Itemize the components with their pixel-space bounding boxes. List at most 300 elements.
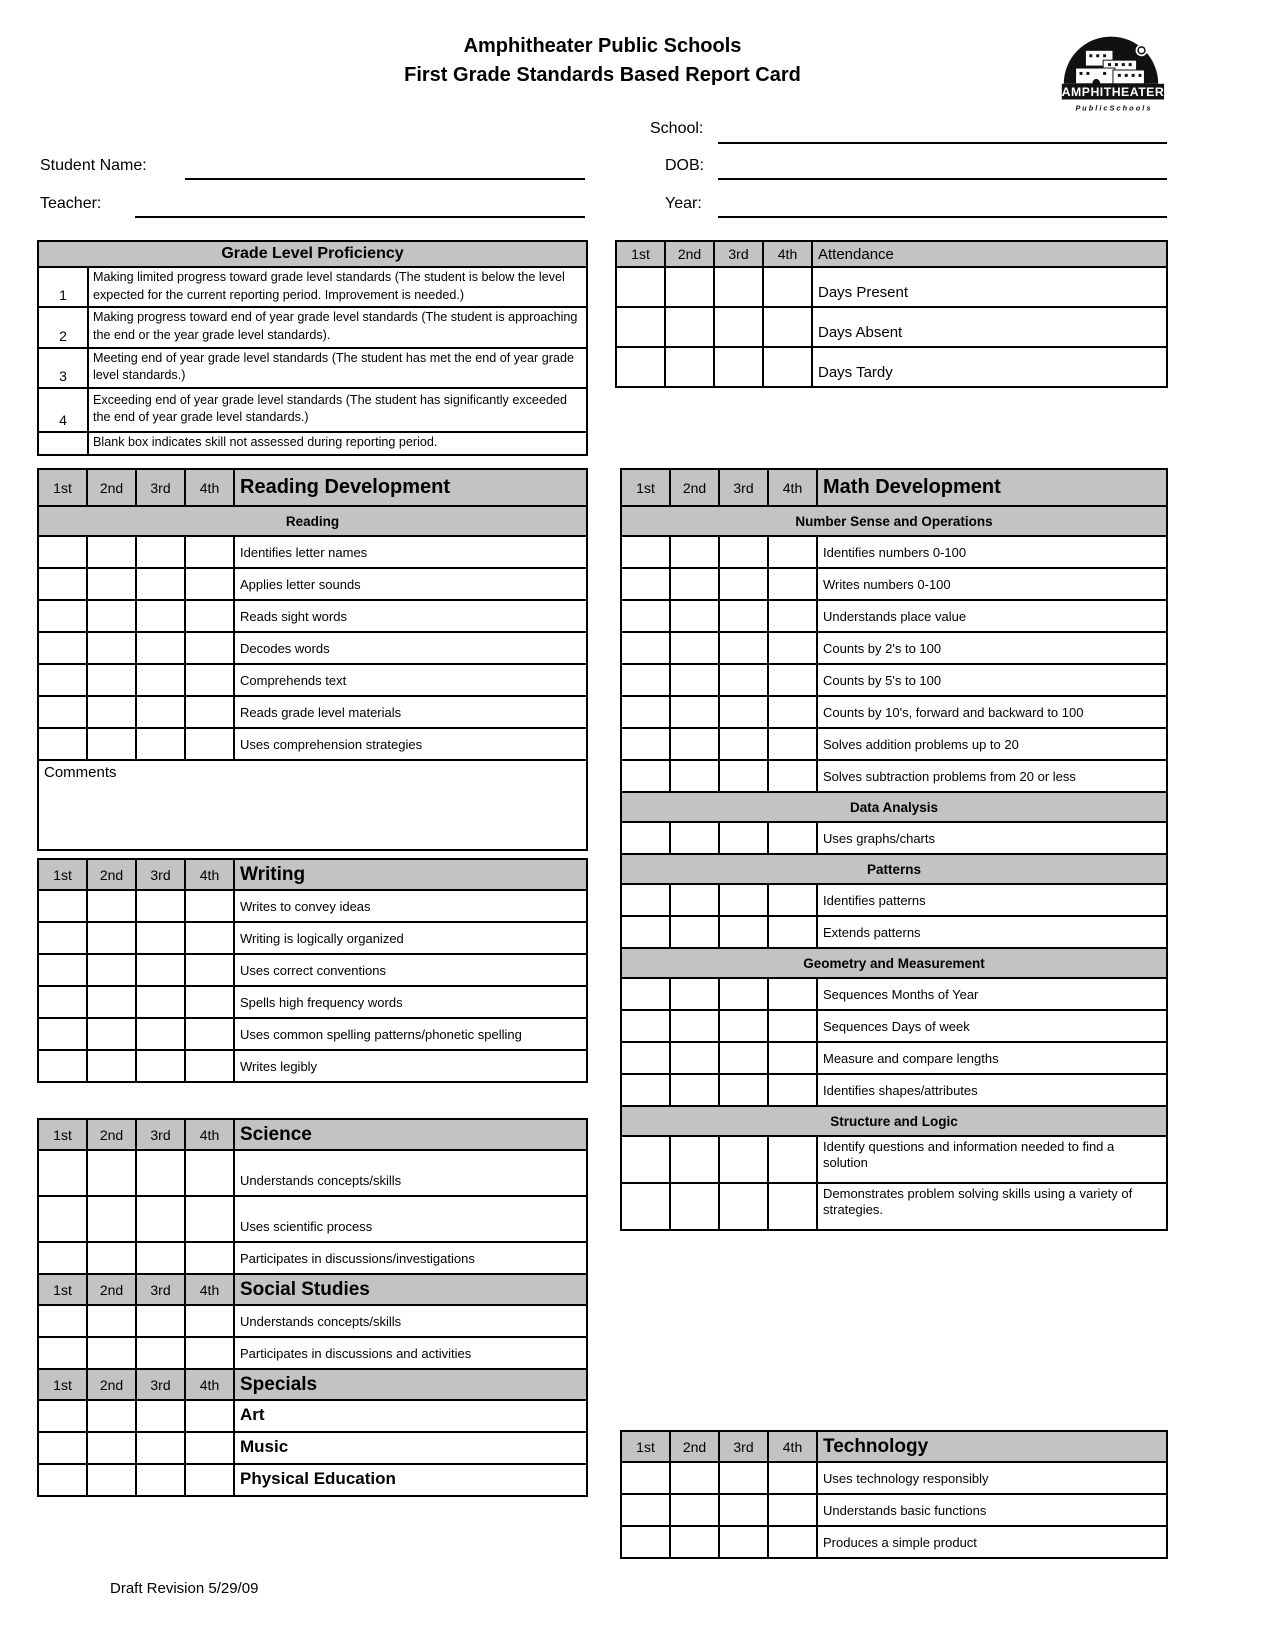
score-cell-2nd[interactable] (87, 632, 136, 664)
section-title: Social Studies (234, 1274, 587, 1305)
score-cell-3rd[interactable] (136, 1150, 185, 1196)
skill-row (621, 1074, 1167, 1106)
score-cell-3rd[interactable] (136, 1337, 185, 1369)
score-cell-3rd[interactable] (719, 1462, 768, 1494)
score-cell-4th[interactable] (768, 1494, 817, 1526)
proficiency-level: 2 (38, 307, 88, 347)
comments-box[interactable]: Comments (38, 760, 587, 850)
proficiency-header-row (38, 241, 587, 267)
score-cell-2nd[interactable] (670, 916, 719, 948)
period-header-1st: 1st (38, 1369, 87, 1400)
score-cell-4th[interactable] (185, 568, 234, 600)
skill-row (38, 664, 587, 696)
attendance-label: Days Absent (812, 307, 1167, 347)
score-cell-1st[interactable] (621, 1010, 670, 1042)
skill-row (38, 600, 587, 632)
reading-development-table (37, 468, 588, 851)
score-cell-2nd[interactable] (665, 307, 714, 347)
score-cell-1st[interactable] (38, 1150, 87, 1196)
skill-row (38, 1196, 587, 1242)
score-cell-3rd[interactable] (719, 632, 768, 664)
score-cell-3rd[interactable] (714, 267, 763, 307)
score-cell-3rd[interactable] (136, 954, 185, 986)
skill-row (621, 760, 1167, 792)
strand-title: Number Sense and Operations (621, 506, 1167, 536)
strand-title: Patterns (621, 854, 1167, 884)
score-cell-1st[interactable] (38, 568, 87, 600)
skill-label: Physical Education (234, 1464, 587, 1496)
score-cell-2nd[interactable] (670, 536, 719, 568)
score-cell-3rd[interactable] (719, 568, 768, 600)
skill-label: Demonstrates problem solving skills using a variety of strategies. (817, 1183, 1167, 1230)
skill-label: Solves subtraction problems from 20 or less (817, 760, 1167, 792)
skill-row (38, 728, 587, 760)
score-cell-1st[interactable] (38, 600, 87, 632)
score-cell-3rd[interactable] (719, 1074, 768, 1106)
skill-row (621, 1042, 1167, 1074)
score-cell-2nd[interactable] (670, 822, 719, 854)
math-grid (620, 468, 1168, 1231)
period-header-3rd: 3rd (136, 1274, 185, 1305)
writing-table (37, 858, 588, 1083)
skill-label: Counts by 10's, forward and backward to 100 (817, 696, 1167, 728)
strand-title: Structure and Logic (621, 1106, 1167, 1136)
score-cell-1st[interactable] (621, 632, 670, 664)
score-cell-1st[interactable] (38, 1464, 87, 1496)
score-cell-2nd[interactable] (87, 1196, 136, 1242)
score-cell-1st[interactable] (621, 568, 670, 600)
section-header-row (38, 1274, 587, 1305)
dob-field[interactable] (718, 160, 1167, 180)
score-cell-4th[interactable] (768, 632, 817, 664)
score-cell-2nd[interactable] (670, 728, 719, 760)
score-cell-2nd[interactable] (665, 267, 714, 307)
skill-label: Decodes words (234, 632, 587, 664)
teacher-field[interactable] (135, 198, 585, 218)
strand-header-row (621, 948, 1167, 978)
student-name-field[interactable] (185, 160, 585, 180)
skill-label: Comprehends text (234, 664, 587, 696)
score-cell-3rd[interactable] (136, 1018, 185, 1050)
section-header-row (38, 469, 587, 506)
score-cell-3rd[interactable] (136, 1050, 185, 1082)
score-cell-1st[interactable] (621, 1042, 670, 1074)
score-cell-2nd[interactable] (670, 884, 719, 916)
score-cell-4th[interactable] (768, 1010, 817, 1042)
period-header-3rd: 3rd (719, 1431, 768, 1462)
score-cell-2nd[interactable] (670, 664, 719, 696)
logo-name-text: AMPHITHEATER (1061, 85, 1165, 100)
section-title: Technology (817, 1431, 1167, 1462)
score-cell-2nd[interactable] (670, 1494, 719, 1526)
score-cell-1st[interactable] (38, 1432, 87, 1464)
skill-label: Identify questions and information needed to find a solution (817, 1136, 1167, 1183)
score-cell-2nd[interactable] (87, 1464, 136, 1496)
skill-row (38, 1464, 587, 1496)
skill-row (38, 1305, 587, 1337)
amphitheater-logo-graphic (1052, 24, 1170, 116)
score-cell-1st[interactable] (38, 696, 87, 728)
score-cell-2nd[interactable] (87, 1242, 136, 1274)
score-cell-3rd[interactable] (719, 600, 768, 632)
score-cell-3rd[interactable] (136, 1400, 185, 1432)
score-cell-4th[interactable] (768, 1462, 817, 1494)
score-cell-2nd[interactable] (87, 1018, 136, 1050)
proficiency-row (38, 267, 587, 307)
score-cell-2nd[interactable] (87, 664, 136, 696)
score-cell-3rd[interactable] (136, 664, 185, 696)
period-header-2nd: 2nd (670, 1431, 719, 1462)
skill-label: Understands concepts/skills (234, 1305, 587, 1337)
period-header-4th: 4th (185, 1369, 234, 1400)
score-cell-2nd[interactable] (87, 1050, 136, 1082)
proficiency-level: 1 (38, 267, 88, 307)
score-cell-2nd[interactable] (670, 1042, 719, 1074)
period-header-2nd: 2nd (87, 859, 136, 890)
proficiency-description: Exceeding end of year grade level standards (The student has significantly exceeded the end of year grade level standards.) (88, 388, 587, 432)
score-cell-3rd[interactable] (719, 1494, 768, 1526)
skill-row (38, 1150, 587, 1196)
score-cell-4th[interactable] (185, 632, 234, 664)
score-cell-4th[interactable] (768, 760, 817, 792)
score-cell-2nd[interactable] (87, 536, 136, 568)
period-header-1st: 1st (621, 469, 670, 506)
score-cell-3rd[interactable] (136, 1432, 185, 1464)
score-cell-3rd[interactable] (136, 890, 185, 922)
score-cell-1st[interactable] (616, 347, 665, 387)
score-cell-3rd[interactable] (136, 600, 185, 632)
score-cell-1st[interactable] (38, 1050, 87, 1082)
score-cell-2nd[interactable] (665, 347, 714, 387)
score-cell-4th[interactable] (768, 568, 817, 600)
score-cell-1st[interactable] (621, 884, 670, 916)
proficiency-description: Making progress toward end of year grade level standards (The student is approaching the end or the year grade level standards). (88, 307, 587, 347)
score-cell-4th[interactable] (185, 922, 234, 954)
skill-label: Produces a simple product (817, 1526, 1167, 1558)
score-cell-3rd[interactable] (719, 696, 768, 728)
score-cell-1st[interactable] (38, 954, 87, 986)
score-cell-3rd[interactable] (714, 347, 763, 387)
section-title: Specials (234, 1369, 587, 1400)
section-header-row (38, 859, 587, 890)
score-cell-4th[interactable] (185, 696, 234, 728)
math-development-table (620, 468, 1168, 1231)
score-cell-1st[interactable] (621, 1526, 670, 1558)
period-header-1st: 1st (616, 241, 665, 267)
score-cell-2nd[interactable] (670, 696, 719, 728)
score-cell-1st[interactable] (38, 1337, 87, 1369)
period-header-1st: 1st (38, 859, 87, 890)
strand-header-row (621, 506, 1167, 536)
score-cell-1st[interactable] (621, 600, 670, 632)
score-cell-2nd[interactable] (87, 600, 136, 632)
score-cell-4th[interactable] (768, 1183, 817, 1230)
score-cell-1st[interactable] (38, 1305, 87, 1337)
score-cell-4th[interactable] (185, 1150, 234, 1196)
score-cell-1st[interactable] (38, 1242, 87, 1274)
score-cell-1st[interactable] (38, 536, 87, 568)
proficiency-row (38, 388, 587, 432)
attendance-label: Days Present (812, 267, 1167, 307)
section-title: Writing (234, 859, 587, 890)
score-cell-2nd[interactable] (670, 1462, 719, 1494)
score-cell-3rd[interactable] (136, 1196, 185, 1242)
score-cell-4th[interactable] (185, 986, 234, 1018)
science-social-specials-table (37, 1118, 588, 1497)
skill-label: Reads grade level materials (234, 696, 587, 728)
score-cell-3rd[interactable] (136, 728, 185, 760)
period-header-3rd: 3rd (714, 241, 763, 267)
score-cell-1st[interactable] (616, 307, 665, 347)
proficiency-row (38, 348, 587, 388)
year-field[interactable] (718, 198, 1167, 218)
section-header-row (621, 1431, 1167, 1462)
skill-label: Understands basic functions (817, 1494, 1167, 1526)
score-cell-4th[interactable] (185, 1337, 234, 1369)
skill-label: Sequences Days of week (817, 1010, 1167, 1042)
year-label: Year: (665, 195, 702, 212)
score-cell-2nd[interactable] (670, 568, 719, 600)
score-cell-1st[interactable] (38, 728, 87, 760)
score-cell-4th[interactable] (185, 1432, 234, 1464)
skill-label: Identifies numbers 0-100 (817, 536, 1167, 568)
score-cell-3rd[interactable] (719, 978, 768, 1010)
score-cell-4th[interactable] (185, 890, 234, 922)
school-label: School: (650, 120, 704, 137)
score-cell-2nd[interactable] (670, 978, 719, 1010)
skill-row (621, 664, 1167, 696)
strand-title: Data Analysis (621, 792, 1167, 822)
score-cell-2nd[interactable] (670, 760, 719, 792)
score-cell-1st[interactable] (621, 1136, 670, 1183)
skill-row (38, 632, 587, 664)
score-cell-4th[interactable] (763, 307, 812, 347)
proficiency-row (38, 307, 587, 347)
skill-label: Writes to convey ideas (234, 890, 587, 922)
section-title: Reading Development (234, 469, 587, 506)
score-cell-4th[interactable] (768, 696, 817, 728)
skill-row (621, 1526, 1167, 1558)
score-cell-2nd[interactable] (87, 568, 136, 600)
skill-label: Reads sight words (234, 600, 587, 632)
period-header-3rd: 3rd (136, 859, 185, 890)
score-cell-2nd[interactable] (87, 728, 136, 760)
section-title: Science (234, 1119, 587, 1150)
score-cell-3rd[interactable] (136, 568, 185, 600)
score-cell-1st[interactable] (38, 890, 87, 922)
score-cell-1st[interactable] (621, 536, 670, 568)
score-cell-4th[interactable] (185, 536, 234, 568)
period-header-1st: 1st (38, 1119, 87, 1150)
science_block-grid (37, 1118, 588, 1497)
technology-table (620, 1430, 1168, 1559)
score-cell-3rd[interactable] (719, 822, 768, 854)
score-cell-2nd[interactable] (670, 632, 719, 664)
period-header-4th: 4th (185, 859, 234, 890)
skill-label: Writes numbers 0-100 (817, 568, 1167, 600)
strand-header-row (621, 792, 1167, 822)
proficiency-description: Meeting end of year grade level standards (The student has met the end of year grade level standards.) (88, 348, 587, 388)
score-cell-3rd[interactable] (719, 664, 768, 696)
skill-label: Extends patterns (817, 916, 1167, 948)
score-cell-4th[interactable] (768, 1074, 817, 1106)
score-cell-3rd[interactable] (136, 1305, 185, 1337)
skill-label: Solves addition problems up to 20 (817, 728, 1167, 760)
score-cell-4th[interactable] (185, 1242, 234, 1274)
skill-label: Understands concepts/skills (234, 1150, 587, 1196)
score-cell-2nd[interactable] (87, 890, 136, 922)
period-header-1st: 1st (38, 469, 87, 506)
score-cell-4th[interactable] (185, 1018, 234, 1050)
skill-row (38, 1337, 587, 1369)
score-cell-4th[interactable] (768, 1136, 817, 1183)
attendance-header-row (616, 241, 1167, 267)
score-cell-3rd[interactable] (719, 884, 768, 916)
score-cell-4th[interactable] (768, 884, 817, 916)
period-header-4th: 4th (763, 241, 812, 267)
score-cell-2nd[interactable] (87, 1432, 136, 1464)
period-header-2nd: 2nd (87, 469, 136, 506)
score-cell-1st[interactable] (38, 922, 87, 954)
proficiency-description: Making limited progress toward grade level standards (The student is below the level expected for the current reporting period. Improvement is needed.) (88, 267, 587, 307)
skill-row (38, 922, 587, 954)
score-cell-4th[interactable] (768, 664, 817, 696)
score-cell-4th[interactable] (768, 536, 817, 568)
score-cell-3rd[interactable] (136, 1464, 185, 1496)
skill-label: Writing is logically organized (234, 922, 587, 954)
score-cell-1st[interactable] (38, 1018, 87, 1050)
score-cell-4th[interactable] (768, 916, 817, 948)
score-cell-2nd[interactable] (670, 1183, 719, 1230)
score-cell-1st[interactable] (621, 728, 670, 760)
score-cell-4th[interactable] (185, 954, 234, 986)
score-cell-1st[interactable] (38, 632, 87, 664)
score-cell-4th[interactable] (768, 600, 817, 632)
score-cell-4th[interactable] (185, 1305, 234, 1337)
score-cell-2nd[interactable] (87, 1150, 136, 1196)
score-cell-1st[interactable] (38, 1196, 87, 1242)
score-cell-3rd[interactable] (719, 916, 768, 948)
score-cell-1st[interactable] (621, 696, 670, 728)
score-cell-4th[interactable] (185, 1196, 234, 1242)
score-cell-2nd[interactable] (87, 1337, 136, 1369)
score-cell-4th[interactable] (768, 728, 817, 760)
score-cell-4th[interactable] (185, 1400, 234, 1432)
skill-label: Uses common spelling patterns/phonetic spelling (234, 1018, 587, 1050)
score-cell-4th[interactable] (185, 1464, 234, 1496)
score-cell-1st[interactable] (621, 1494, 670, 1526)
score-cell-1st[interactable] (38, 664, 87, 696)
skill-row (38, 954, 587, 986)
score-cell-1st[interactable] (621, 1462, 670, 1494)
score-cell-2nd[interactable] (670, 1010, 719, 1042)
score-cell-4th[interactable] (763, 267, 812, 307)
score-cell-4th[interactable] (768, 1042, 817, 1074)
period-header-4th: 4th (768, 1431, 817, 1462)
score-cell-3rd[interactable] (719, 760, 768, 792)
skill-label: Identifies letter names (234, 536, 587, 568)
score-cell-2nd[interactable] (87, 922, 136, 954)
score-cell-1st[interactable] (621, 664, 670, 696)
skill-label: Applies letter sounds (234, 568, 587, 600)
score-cell-1st[interactable] (38, 1400, 87, 1432)
score-cell-4th[interactable] (768, 978, 817, 1010)
score-cell-2nd[interactable] (670, 1136, 719, 1183)
score-cell-2nd[interactable] (670, 1074, 719, 1106)
skill-row (38, 890, 587, 922)
score-cell-4th[interactable] (185, 1050, 234, 1082)
score-cell-3rd[interactable] (719, 1136, 768, 1183)
score-cell-4th[interactable] (185, 728, 234, 760)
skill-row (621, 1462, 1167, 1494)
proficiency-level (38, 432, 88, 455)
score-cell-3rd[interactable] (719, 1010, 768, 1042)
score-cell-3rd[interactable] (719, 728, 768, 760)
school-field[interactable] (718, 124, 1167, 144)
score-cell-2nd[interactable] (87, 1305, 136, 1337)
score-cell-3rd[interactable] (714, 307, 763, 347)
score-cell-1st[interactable] (616, 267, 665, 307)
score-cell-2nd[interactable] (87, 696, 136, 728)
score-cell-4th[interactable] (763, 347, 812, 387)
skill-label: Music (234, 1432, 587, 1464)
score-cell-2nd[interactable] (87, 986, 136, 1018)
score-cell-4th[interactable] (768, 1526, 817, 1558)
score-cell-3rd[interactable] (136, 696, 185, 728)
attendance-row (616, 267, 1167, 307)
score-cell-1st[interactable] (38, 986, 87, 1018)
score-cell-3rd[interactable] (136, 632, 185, 664)
score-cell-2nd[interactable] (87, 954, 136, 986)
score-cell-4th[interactable] (768, 822, 817, 854)
skill-row (38, 1050, 587, 1082)
skill-label: Identifies patterns (817, 884, 1167, 916)
score-cell-1st[interactable] (621, 978, 670, 1010)
period-header-1st: 1st (621, 1431, 670, 1462)
student-name-label: Student Name: (40, 157, 147, 174)
score-cell-3rd[interactable] (136, 1242, 185, 1274)
score-cell-4th[interactable] (185, 600, 234, 632)
score-cell-1st[interactable] (621, 760, 670, 792)
skill-row (38, 1018, 587, 1050)
score-cell-3rd[interactable] (719, 1526, 768, 1558)
section-header-row (38, 1369, 587, 1400)
report-card-title: First Grade Standards Based Report Card (404, 64, 801, 86)
skill-row (621, 1494, 1167, 1526)
reading-grid (37, 468, 588, 851)
score-cell-3rd[interactable] (136, 536, 185, 568)
score-cell-3rd[interactable] (719, 536, 768, 568)
skill-row (621, 536, 1167, 568)
score-cell-2nd[interactable] (87, 1400, 136, 1432)
strand-header-row (38, 506, 587, 536)
score-cell-3rd[interactable] (719, 1183, 768, 1230)
score-cell-3rd[interactable] (719, 1042, 768, 1074)
period-header-2nd: 2nd (87, 1274, 136, 1305)
period-header-4th: 4th (185, 1274, 234, 1305)
score-cell-1st[interactable] (621, 1074, 670, 1106)
period-header-4th: 4th (768, 469, 817, 506)
score-cell-3rd[interactable] (136, 922, 185, 954)
score-cell-2nd[interactable] (670, 1526, 719, 1558)
score-cell-2nd[interactable] (670, 600, 719, 632)
score-cell-1st[interactable] (621, 1183, 670, 1230)
score-cell-1st[interactable] (621, 916, 670, 948)
score-cell-1st[interactable] (621, 822, 670, 854)
skill-row (621, 568, 1167, 600)
score-cell-4th[interactable] (185, 664, 234, 696)
score-cell-3rd[interactable] (136, 986, 185, 1018)
